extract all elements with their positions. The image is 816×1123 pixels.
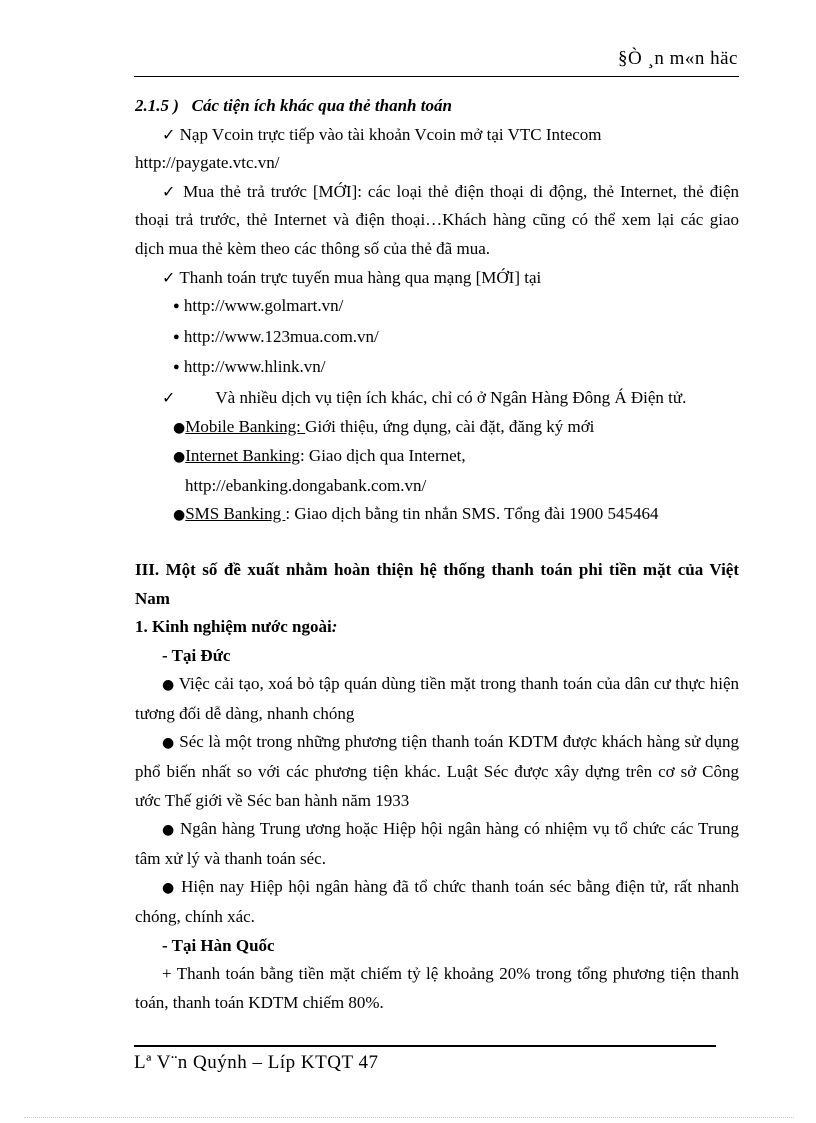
section-heading: 2.1.5 ) Các tiện ích khác qua thẻ thanh toán xyxy=(135,96,452,115)
list-item xyxy=(135,323,739,354)
bullet-text: Hiện nay Hiệp hội ngân hàng đã tổ chức thanh toán séc bằng điện tử, rất nhanh chóng, chính xác. xyxy=(135,877,740,927)
country-heading-germany: - Tại Đức xyxy=(162,645,231,665)
service-sms-banking xyxy=(135,500,739,530)
service-desc: : Giao dịch qua Internet, xyxy=(299,446,466,466)
service-name: SMS Banking xyxy=(185,504,286,524)
bullet-icon: ● xyxy=(162,880,176,897)
page-edge xyxy=(24,1117,794,1118)
service-name: Mobile Banking: xyxy=(185,416,306,436)
bullet-icon: ● xyxy=(162,822,175,839)
bullet-icon: ● xyxy=(173,330,180,343)
service-mobile-banking xyxy=(135,413,739,443)
service-url: http://ebanking.dongabank.com.vn/ xyxy=(185,475,427,495)
utility-item-vcoin xyxy=(135,121,739,150)
list-item xyxy=(135,292,739,323)
list-item xyxy=(135,815,739,873)
bullet-text: Ngân hàng Trung ương hoặc Hiệp hội ngân hàng có nhiệm vụ tổ chức các Trung tâm xử lý và thanh toán séc. xyxy=(135,819,739,868)
service-internet-banking xyxy=(135,442,739,472)
bullet-text: Việc cải tạo, xoá bỏ tập quán dùng tiền mặt trong thanh toán của dân cư thực hiện tương đối dễ dàng, nhanh chóng xyxy=(135,674,739,723)
page-header-title: §Ò ¸n m«n häc xyxy=(618,48,738,69)
merchant-link: http://www.123mua.com.vn/ xyxy=(183,326,379,346)
checkmark-icon: ✓ xyxy=(162,181,178,201)
utility-item-more xyxy=(135,384,739,413)
merchant-link: http://www.hlink.vn/ xyxy=(183,357,326,377)
bullet-icon: ● xyxy=(173,361,180,374)
spacer xyxy=(135,530,739,556)
footer-rule xyxy=(134,1045,716,1047)
bullet-icon: ● xyxy=(162,677,175,694)
list-item xyxy=(135,353,739,384)
subsection-colon: : xyxy=(331,617,338,637)
page-body xyxy=(135,92,739,1017)
part3-title: III. Một số đề xuất nhằm hoàn thiện hệ thống thanh toán phi tiền mặt của Việt Nam xyxy=(135,559,739,608)
country-heading-korea: - Tại Hàn Quốc xyxy=(162,935,275,955)
service-desc: : Giao dịch bằng tin nhắn SMS. Tổng đài 1900 545464 xyxy=(285,504,659,524)
korea-paragraph: + Thanh toán bằng tiền mặt chiếm tỷ lệ khoảng 20% trong tổng phương tiện thanh toán, thanh toán KDTM chiếm 80%. xyxy=(135,964,739,1012)
bullet-icon: ● xyxy=(173,507,186,524)
subsection-title: 1. Kinh nghiệm nước ngoài xyxy=(135,617,332,637)
utility-item-online-payment xyxy=(135,264,739,293)
merchant-link: http://www.golmart.vn/ xyxy=(183,296,344,316)
service-name: Internet Banking xyxy=(185,446,300,466)
bullet-icon: ● xyxy=(173,419,186,436)
header-rule xyxy=(134,76,739,77)
checkmark-icon: ✓ xyxy=(162,387,176,407)
checkmark-icon: ✓ xyxy=(162,124,176,144)
list-item xyxy=(135,670,739,728)
utility-text: Thanh toán trực tuyến mua hàng qua mạng [MỚI] tại xyxy=(179,267,542,287)
utility-item-prepaid xyxy=(135,178,739,264)
bullet-icon: ● xyxy=(173,449,186,466)
utility-link-paygate: http://paygate.vtc.vn/ xyxy=(135,153,280,173)
checkmark-icon: ✓ xyxy=(162,267,176,287)
service-desc: Giới thiệu, ứng dụng, cài đặt, đăng ký mới xyxy=(305,416,595,436)
page-footer-author: Lª V¨n Quýnh – Líp KTQT 47 xyxy=(134,1052,379,1073)
subsection-heading xyxy=(135,613,739,642)
utility-text: Nạp Vcoin trực tiếp vào tài khoản Vcoin mở tại VTC Intecom xyxy=(179,124,602,144)
bullet-icon: ● xyxy=(162,735,175,752)
utility-text: Mua thẻ trả trước [MỚI]: các loại thẻ điện thoại di động, thẻ Internet, thẻ điện thoại trả trước, thẻ Internet và điện thoại…Khách hàng cũng có thể xem lại các giao dịch mua thẻ kèm theo các thông số của thẻ đã mua. xyxy=(135,181,739,258)
utility-text: Và nhiều dịch vụ tiện ích khác, chỉ có ở Ngân Hàng Đông Á Điện tử. xyxy=(215,387,687,407)
bullet-icon: ● xyxy=(173,300,180,313)
bullet-text: Séc là một trong những phương tiện thanh toán KDTM được khách hàng sử dụng phổ biến nhất so với các phương tiện khác. Luật Séc được xây dựng trên cơ sở Công ước Thế giới về Séc ban hành năm 1933 xyxy=(135,732,740,810)
list-item xyxy=(135,873,739,931)
list-item xyxy=(135,728,739,815)
